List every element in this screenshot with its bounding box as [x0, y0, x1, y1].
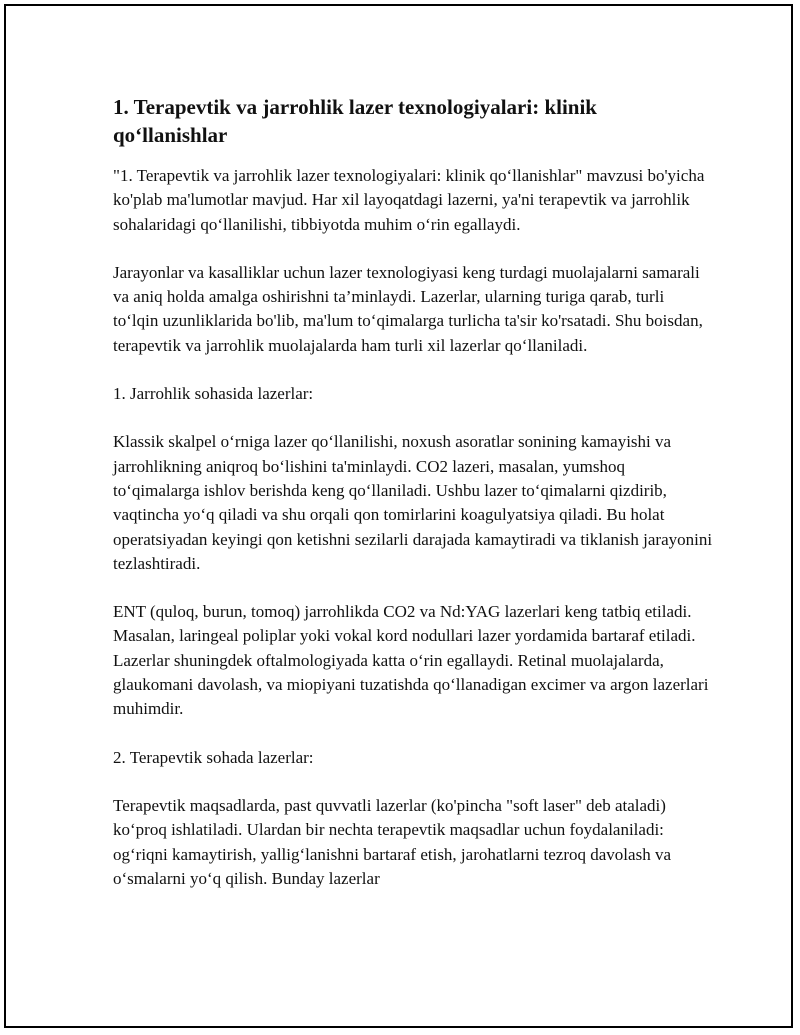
- document-body: [113, 93, 713, 891]
- document-title: 1. Terapevtik va jarrohlik lazer texnologiyalari: klinik qo‘llanishlar: [113, 95, 597, 147]
- paragraph-ent-ophthalmology: ENT (quloq, burun, tomoq) jarrohlikda CO2 va Nd:YAG lazerlari keng tatbiq etiladi. Masalan, laringeal poliplar yoki vokal kord nodullari lazer yordamida bartaraf etiladi. Lazerlar shuningdek oftalmologiyada katta o‘rin egallaydi. Retinal muolajalarda, glaukomani davolash, va miopiyani tuzatishda qo‘llanadigan excimer va argon lazerlari muhimdir.: [113, 602, 709, 719]
- section-heading-therapy: 2. Terapevtik sohada lazerlar:: [113, 747, 314, 767]
- section-heading-surgery: 1. Jarrohlik sohasida lazerlar:: [113, 384, 314, 404]
- paragraph-scalpel-co2: Klassik skalpel o‘rniga lazer qo‘llanilishi, noxush asoratlar sonining kamayishi va jarrohlikning aniqroq bo‘lishini ta'minlaydi. CO2 lazeri, masalan, yumshoq to‘qimalarga ishlov berishda keng qo‘llaniladi. Ushbu lazer to‘qimalarni qizdirib, vaqtincha yo‘q qiladi va shu orqali qon tomirlarini koagulyatsiya qiladi. Bu holat operatsiyadan keyingi qon ketishni sezilarli darajada kamaytiradi va tiklanish jarayonini tezlashtiradi.: [113, 432, 713, 573]
- paragraph-intro: "1. Terapevtik va jarrohlik lazer texnologiyalari: klinik qo‘llanishlar" mavzusi bo'yicha ko'plab ma'lumotlar mavjud. Har xil layoqatdagi lazerni, ya'ni terapevtik va jarrohlik sohalaridagi qo‘llanilishi, tibbiyotda muhim o‘rin egallaydi.: [113, 166, 705, 234]
- paragraph-laser-technology: Jarayonlar va kasalliklar uchun lazer texnologiyasi keng turdagi muolajalarni samarali va aniq holda amalga oshirishni ta’minlaydi. Lazerlar, ularning turiga qarab, turli to‘lqin uzunliklarida bo'lib, ma'lum to‘qimalarga turlicha ta'sir ko'rsatadi. Shu boisdan, terapevtik va jarrohlik muolajalarda ham turli xil lazerlar qo‘llaniladi.: [113, 262, 703, 355]
- paragraph-soft-laser: Terapevtik maqsadlarda, past quvvatli lazerlar (ko'pincha "soft laser" deb ataladi) ko‘proq ishlatiladi. Ulardan bir nechta terapevtik maqsadlar uchun foydalaniladi: og‘riqni kamaytirish, yallig‘lanishni bartaraf etish, jarohatlarni tezroq davolash va o‘smalarni yo‘q qilish. Bunday lazerlar: [113, 795, 671, 888]
